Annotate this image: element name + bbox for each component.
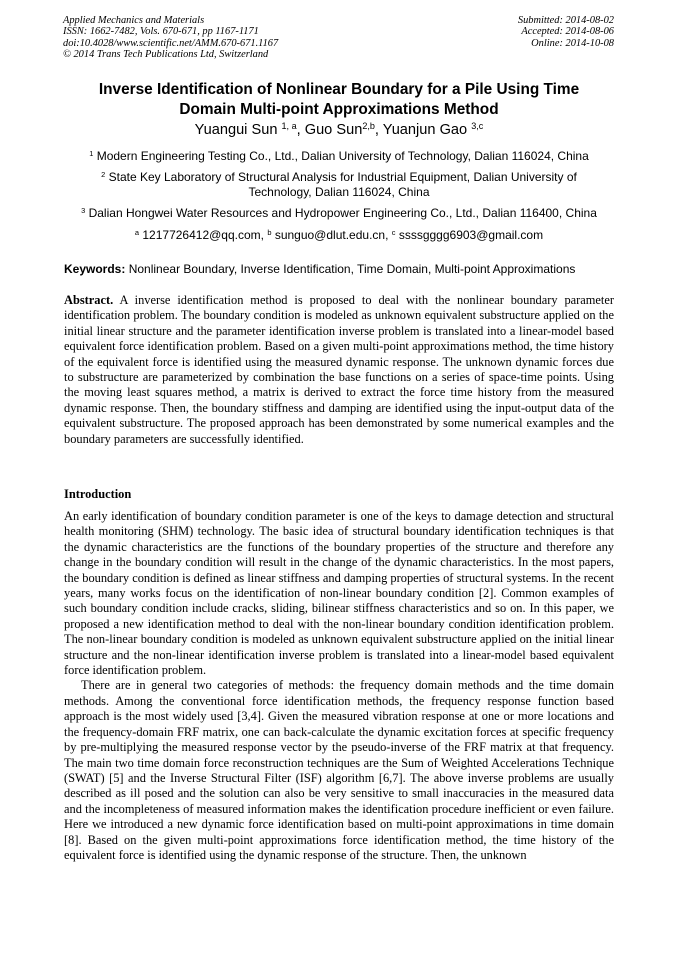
journal-name: Applied Mechanics and Materials	[63, 15, 205, 26]
author-sup: 1, a	[281, 120, 297, 131]
affiliation-2	[40, 170, 638, 200]
online-date: Online: 2014-10-08	[531, 37, 614, 49]
abstract-label: Abstract.	[64, 293, 114, 307]
abstract-text: A inverse identification method is proposed to deal with the nonlinear boundary parameter identification problem. The boundary condition is modeled as unknown equivalent substructure applied on the initial linear structure and the parameter identification inverse problem is translated into a linear-model based equivalent force identification problem. Based on a given multi-point approximations method, the time history of the equivalent force is identified using the measured dynamic response. The unknown dynamic forces due to substructure are parameterized by combination the base functions on a series of space-time points. Using the moving least squares method, a matrix is derived to extract the force time history from the measured dynamic response. Then, the boundary stiffness and damping are identified using the input-output data of the equivalent substructure. The proposed approach has been demonstrated by some numerical examples and the boundary parameters are successfully identified.	[64, 293, 614, 446]
email-link[interactable]: ssssgggg6903@gmail.com	[398, 228, 544, 242]
email-sup: c	[391, 227, 396, 237]
affiliation-num: 2	[101, 169, 106, 179]
affiliation-1	[40, 149, 638, 164]
introduction-heading: Introduction	[64, 487, 132, 501]
title-line-1: Inverse Identification of Nonlinear Boundary for a Pile Using Time	[98, 81, 580, 98]
copyright-line: © 2014 Trans Tech Publications Ltd, Switzerland	[63, 49, 269, 61]
email-sup: a	[134, 227, 140, 237]
affiliation-text: State Key Laboratory of Structural Analysis for Industrial Equipment, Dalian University of	[108, 170, 577, 184]
keywords	[64, 262, 616, 277]
email-link[interactable]: 1217726412@qq.com,	[142, 228, 264, 242]
intro-paragraph-1: An early identification of boundary condition parameter is one of the keys to damage detection and structural health monitoring (SHM) technology. The basic idea of structural boundary identification techniques is that the dynamic characteristics are the functions of the boundary properties of the structure and therefore any change in the boundary condition will result in the change of the dynamic characteristics. In the most papers, the boundary condition is defined as linear stiffness and damping properties of structural systems. In the recent years, many works focus on the identification of non-linear boundary condition [2]. Common examples of such boundary condition include cracks, sliding, bilinear stiffness characteristics and so on. In this paper, we proposed a new identification method to deal with the non-linear boundary condition identification problem. The non-linear boundary condition is modeled as unknown equivalent substructure applied on the initial linear structure and the non-linear identification inverse problem is translated into a linear-model based equivalent force identification problem.	[64, 509, 614, 678]
author-name: Yuangui Sun	[194, 122, 278, 138]
intro-paragraph-2: There are in general two categories of methods: the frequency domain methods and the time domain methods. Among the conventional force identification methods, the frequency response function based approach is the most widely used [3,4]. Given the measured vibration response at one or more locations and the frequency-domain FRF matrix, one can back-calculate the dynamic excitation forces at specific frequency by pre-multiplying the measured response vector by the pseudo-inverse of the FRF matrix at that frequency. The main two time domain force reconstruction techniques are the Sum of Weighted Accelerations Technique (SWAT) [5] and the Inverse Structural Filter (ISF) algorithm [6,7]. The above inverse problems are usually described as ill posed and the solution can also be very sensitive to small inaccuracies in the measured data and the incompleteness of measured information makes the identification procedure inefficient or even failure. Here we introduced a new dynamic force identification based on multi-point approximations in time domain [8]. Based on the given multi-point approximations force identification method, the time history of the equivalent force is identified using the dynamic response of the structure. Then, the unknown	[64, 678, 614, 862]
doi-line[interactable]: doi:10.4028/www.scientific.net/AMM.670-671.1167	[63, 37, 279, 49]
paper-title	[40, 80, 638, 120]
keywords-text: Nonlinear Boundary, Inverse Identification, Time Domain, Multi-point Approximations	[128, 262, 576, 276]
author-name: Yuanjun Gao	[382, 122, 468, 138]
dates-header	[518, 15, 614, 49]
accepted-date: Accepted: 2014-08-06	[521, 26, 614, 38]
email-sup: b	[267, 227, 272, 237]
affiliation-text: Dalian Hongwei Water Resources and Hydropower Engineering Co., Ltd., Dalian 116400, China	[88, 206, 597, 220]
email-link[interactable]: sunguo@dlut.edu.cn,	[274, 228, 389, 242]
email-list	[40, 228, 638, 243]
author-name: Guo Sun	[304, 122, 363, 138]
title-line-2: Domain Multi-point Approximations Method	[179, 101, 499, 118]
author-sup: 3,c	[471, 120, 484, 131]
submitted-date: Submitted: 2014-08-02	[517, 15, 614, 26]
keywords-label: Keywords:	[64, 262, 126, 276]
issn-line: ISSN: 1662-7482, Vols. 670-671, pp 1167-1171	[63, 26, 259, 38]
affiliation-num: 1	[89, 148, 94, 158]
journal-header	[63, 15, 278, 61]
affiliation-num: 3	[81, 205, 86, 215]
author-list: Yuangui Sun $^{1, a}$, Guo Sun$^{2,b}$, Yuanjun Gao $^{3,c}$	[194, 120, 484, 138]
affiliation-text: Modern Engineering Testing Co., Ltd., Dalian University of Technology, Dalian 116024, China	[96, 149, 589, 163]
affiliation-text-cont: Technology, Dalian 116024, China	[248, 185, 430, 199]
introduction-body	[64, 509, 614, 863]
author-sup: 2,b	[362, 120, 375, 131]
abstract-section	[64, 293, 614, 447]
affiliation-3	[40, 206, 638, 221]
